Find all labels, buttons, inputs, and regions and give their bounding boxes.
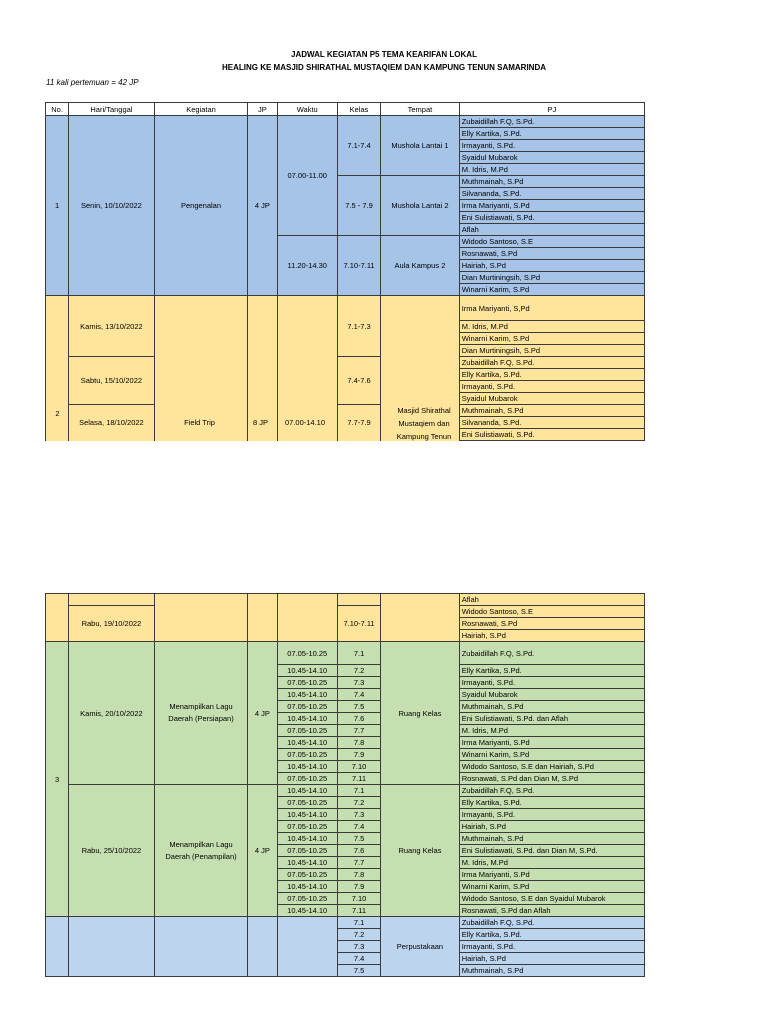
session-time: 07.05-10.25 xyxy=(277,642,337,665)
pj-cell: Rosnawati, S.Pd xyxy=(459,618,644,630)
session-class: 7.7 xyxy=(337,857,380,869)
table-header-row xyxy=(46,103,645,116)
session-class: 7.3 xyxy=(337,677,380,689)
table-row xyxy=(46,594,645,606)
session-class: 7.4 xyxy=(337,821,380,833)
session-date: Rabu, 19/10/2022 xyxy=(69,606,155,642)
session-time: 10.45-14.10 xyxy=(277,785,337,797)
session-time: 07.05-10.25 xyxy=(277,893,337,905)
session-time: 07.05-10.25 xyxy=(277,701,337,713)
session-class: 7.5 xyxy=(337,701,380,713)
table-row xyxy=(46,357,645,369)
table-row xyxy=(46,405,645,417)
pj-cell: Hairiah, S.Pd xyxy=(459,630,644,642)
pj-cell: Muthmainah, S.Pd xyxy=(459,701,644,713)
session-jp: 4 JP xyxy=(248,785,277,917)
session-time: 10.45-14.10 xyxy=(277,809,337,821)
pj-cell: Aflah xyxy=(459,594,644,606)
session-class: 7.11 xyxy=(337,773,380,785)
pj-cell: Hairiah, S.Pd xyxy=(459,953,644,965)
session-jp xyxy=(248,917,277,977)
session-class: 7.4-7.6 xyxy=(337,357,380,405)
session-class: 7.1-7.3 xyxy=(337,296,380,357)
pj-cell: Hairiah, S.Pd xyxy=(459,821,644,833)
session-4 xyxy=(46,917,645,977)
session-class-continued xyxy=(337,594,380,606)
session-time xyxy=(277,917,337,977)
session-class: 7.2 xyxy=(337,797,380,809)
session-class: 7.2 xyxy=(337,929,380,941)
pj-cell: Zubaidillah F.Q, S.Pd. xyxy=(459,357,644,369)
pj-cell: Elly Kartika, S.Pd. xyxy=(459,665,644,677)
pj-cell: Zubaidillah F.Q, S.Pd. xyxy=(459,116,644,128)
session-time: 11.20-14.30 xyxy=(277,236,337,296)
pj-cell: Muthmainah, S.Pd xyxy=(459,833,644,845)
session-jp: 8 JP xyxy=(252,418,268,427)
session-number xyxy=(46,296,69,441)
session-class: 7.6 xyxy=(337,845,380,857)
session-time: 10.45-14.10 xyxy=(277,833,337,845)
session-place: Aula Kampus 2 xyxy=(381,236,460,296)
session-time: 07.05-10.25 xyxy=(277,821,337,833)
table-row xyxy=(46,642,645,665)
session-class: 7.1-7.4 xyxy=(337,116,380,176)
session-class: 7.3 xyxy=(337,941,380,953)
pj-cell: Dian Murtiningsih, S.Pd xyxy=(459,272,644,284)
session-date: Kamis, 13/10/2022 xyxy=(69,296,155,357)
session-time: 10.45-14.10 xyxy=(277,857,337,869)
session-date: Senin, 10/10/2022 xyxy=(69,116,155,296)
pj-cell: Aflah xyxy=(459,224,644,236)
pj-cell: Elly Kartika, S.Pd. xyxy=(459,369,644,381)
session-place: Mushola Lantai 1 xyxy=(381,116,460,176)
pj-cell: Eni Sulistiawati, S.Pd. xyxy=(459,212,644,224)
session-date-continued xyxy=(69,594,155,606)
pj-cell: Syaidul Mubarok xyxy=(459,689,644,701)
pj-cell: Irma Mariyanti, S.Pd xyxy=(459,869,644,881)
session-activity: Pengenalan xyxy=(154,116,248,296)
pj-cell: Syaidul Mubarok xyxy=(459,393,644,405)
meeting-summary: 11 kali pertemuan = 42 JP xyxy=(46,78,139,87)
session-time: 10.45-14.10 xyxy=(277,689,337,701)
session-place: Ruang Kelas xyxy=(381,642,460,785)
session-time: 10.45-14.10 xyxy=(277,737,337,749)
pj-cell: Silvananda, S.Pd. xyxy=(459,188,644,200)
session-class: 7.5 xyxy=(337,965,380,977)
pj-cell: Zubaidillah F.Q, S.Pd. xyxy=(459,642,644,665)
session-place: Ruang Kelas xyxy=(381,785,460,917)
session-place: Masjid Shirathal Mustaqiem dan Kampung Tenun xyxy=(396,406,452,441)
session-2 xyxy=(46,296,645,441)
session-jp: 4 JP xyxy=(248,642,277,785)
pj-cell: Syaidul Mubarok xyxy=(459,152,644,164)
header-cell: JP xyxy=(248,103,277,116)
session-time: 07.05-10.25 xyxy=(277,749,337,761)
session-place xyxy=(381,594,460,642)
session-class: 7.11 xyxy=(337,905,380,917)
session-class: 7.8 xyxy=(337,869,380,881)
pj-cell: Muthmainah, S.Pd xyxy=(459,965,644,977)
session-time: 10.45-14.10 xyxy=(277,665,337,677)
session-time: 07.05-10.25 xyxy=(277,797,337,809)
pj-cell: Rosnawati, S.Pd dan Dian M, S.Pd xyxy=(459,773,644,785)
session-class: 7.5 xyxy=(337,833,380,845)
session-place: Perpustakaan xyxy=(381,917,460,977)
header-cell: Waktu xyxy=(277,103,337,116)
session-time: 07.00-14.10 xyxy=(284,418,326,427)
pj-cell: Elly Kartika, S.Pd. xyxy=(459,797,644,809)
session-class: 7.7-7.9 xyxy=(337,405,380,441)
pj-cell: M. Idris, M.Pd xyxy=(459,725,644,737)
session-time: 10.45-14.10 xyxy=(277,761,337,773)
session-time: 10.45-14.10 xyxy=(277,881,337,893)
session-date: Selasa, 18/10/2022 xyxy=(69,405,155,441)
session-3 xyxy=(46,642,645,917)
session-time: 10.45-14.10 xyxy=(277,905,337,917)
session-class: 7.10-7.11 xyxy=(337,606,380,642)
session-jp: 4 JP xyxy=(248,116,277,296)
session-number: 1 xyxy=(46,116,69,296)
session-number xyxy=(46,917,69,977)
pj-cell: Hairiah, S.Pd xyxy=(459,260,644,272)
pj-cell: Elly Kartika, S.Pd. xyxy=(459,128,644,140)
pj-cell: Winarni Karim, S.Pd xyxy=(459,284,644,296)
pj-cell: M. Idris, M.Pd xyxy=(459,857,644,869)
pj-cell: Winarni Karim, S.Pd xyxy=(459,881,644,893)
session-class: 7.6 xyxy=(337,713,380,725)
header-cell: Kegiatan xyxy=(154,103,248,116)
session-time: 07.05-10.25 xyxy=(277,773,337,785)
session-date: Rabu, 25/10/2022 xyxy=(69,785,155,917)
session-number xyxy=(46,594,69,642)
table-row xyxy=(46,917,645,929)
session-2-continued xyxy=(46,594,645,642)
table-row xyxy=(46,606,645,618)
session-time: 07.05-10.25 xyxy=(277,869,337,881)
session-class: 7.9 xyxy=(337,749,380,761)
session-time: 10.45-14.10 xyxy=(277,713,337,725)
session-activity: Field Trip xyxy=(184,418,215,427)
pj-cell: Muthmainah, S.Pd xyxy=(459,176,644,188)
pj-cell: Irmayanti, S.Pd. xyxy=(459,677,644,689)
document-subtitle: HEALING KE MASJID SHIRATHAL MUSTAQIEM DAN KAMPUNG TENUN SAMARINDA xyxy=(222,63,546,72)
pj-cell: Irma Mariyanti, S.Pd xyxy=(459,737,644,749)
session-class: 7.10 xyxy=(337,893,380,905)
pj-cell: Muthmainah, S.Pd xyxy=(459,405,644,417)
pj-cell: Irma Mariyanti, S,Pd xyxy=(459,296,644,321)
header-cell: No. xyxy=(46,103,69,116)
table-row xyxy=(46,785,645,797)
pj-cell: M. Idris, M.Pd xyxy=(459,321,644,333)
pj-cell: Elly Kartika, S.Pd. xyxy=(459,929,644,941)
schedule-table-page-2 xyxy=(45,593,645,977)
session-class: 7.8 xyxy=(337,737,380,749)
pj-cell: Widodo Santoso, S.E xyxy=(459,236,644,248)
session-activity: Menampilkan Lagu Daerah (Penampilan) xyxy=(154,785,248,917)
pj-cell: Rosnawati, S.Pd xyxy=(459,248,644,260)
header-cell: Hari/Tanggal xyxy=(69,103,155,116)
session-class: 7.1 xyxy=(337,785,380,797)
session-class: 7.3 xyxy=(337,809,380,821)
pj-cell: Widodo Santoso, S.E dan Hairiah, S.Pd xyxy=(459,761,644,773)
header-cell: Tempat xyxy=(381,103,460,116)
session-class: 7.1 xyxy=(337,917,380,929)
pj-cell: Irmayanti, S.Pd. xyxy=(459,941,644,953)
pj-cell: Widodo Santoso, S.E dan Syaidul Mubarok xyxy=(459,893,644,905)
pj-cell: Eni Sulistiawati, S.Pd. xyxy=(459,429,644,441)
session-activity xyxy=(154,917,248,977)
pj-cell: Irma Mariyanti, S.Pd xyxy=(459,200,644,212)
session-class: 7.4 xyxy=(337,953,380,965)
pj-cell: M. Idris, M.Pd xyxy=(459,164,644,176)
pj-cell: Irmayanti, S.Pd. xyxy=(459,381,644,393)
session-class: 7.10 xyxy=(337,761,380,773)
session-date: Kamis, 20/10/2022 xyxy=(69,642,155,785)
session-class: 7.2 xyxy=(337,665,380,677)
session-number: 3 xyxy=(46,642,69,917)
session-date xyxy=(69,917,155,977)
session-number: 2 xyxy=(55,409,60,418)
session-time: 07.00-11.00 xyxy=(277,116,337,236)
session-class: 7.10-7.11 xyxy=(337,236,380,296)
session-activity: Menampilkan Lagu Daerah (Persiapan) xyxy=(154,642,248,785)
session-date: Sabtu, 15/10/2022 xyxy=(69,357,155,405)
session-class: 7.4 xyxy=(337,689,380,701)
session-class: 7.1 xyxy=(337,642,380,665)
pj-cell: Eni Sulistiawati, S.Pd. dan Dian M, S.Pd. xyxy=(459,845,644,857)
schedule-table-page-1 xyxy=(45,102,645,441)
session-class: 7.9 xyxy=(337,881,380,893)
document-title: JADWAL KEGIATAN P5 TEMA KEARIFAN LOKAL xyxy=(291,50,477,59)
pj-cell: Dian Murtiningsih, S.Pd xyxy=(459,345,644,357)
session-time: 07.05-10.25 xyxy=(277,725,337,737)
session-time: 07.05-10.25 xyxy=(277,845,337,857)
session-class: 7.7 xyxy=(337,725,380,737)
pj-cell: Winarni Karim, S.Pd xyxy=(459,333,644,345)
pj-cell: Winarni Karim, S.Pd xyxy=(459,749,644,761)
pj-cell: Zubaidillah F.Q, S.Pd. xyxy=(459,917,644,929)
session-time: 07.05-10.25 xyxy=(277,677,337,689)
pj-cell: Irmayanti, S.Pd. xyxy=(459,140,644,152)
pj-cell: Widodo Santoso, S.E xyxy=(459,606,644,618)
pj-cell: Zubaidillah F.Q, S.Pd. xyxy=(459,785,644,797)
pj-cell: Irmayanti, S.Pd. xyxy=(459,809,644,821)
session-activity xyxy=(154,594,248,642)
session-class: 7.5 - 7.9 xyxy=(337,176,380,236)
header-cell: Kelas xyxy=(337,103,380,116)
header-cell: PJ xyxy=(459,103,644,116)
table-row xyxy=(46,116,645,128)
session-1 xyxy=(46,116,645,296)
pj-cell: Silvananda, S.Pd. xyxy=(459,417,644,429)
session-place: Mushola Lantai 2 xyxy=(381,176,460,236)
pj-cell: Rosnawati, S.Pd dan Aflah xyxy=(459,905,644,917)
session-time xyxy=(277,594,337,642)
pj-cell: Eni Sulistiawati, S.Pd. dan Aflah xyxy=(459,713,644,725)
session-jp xyxy=(248,594,277,642)
